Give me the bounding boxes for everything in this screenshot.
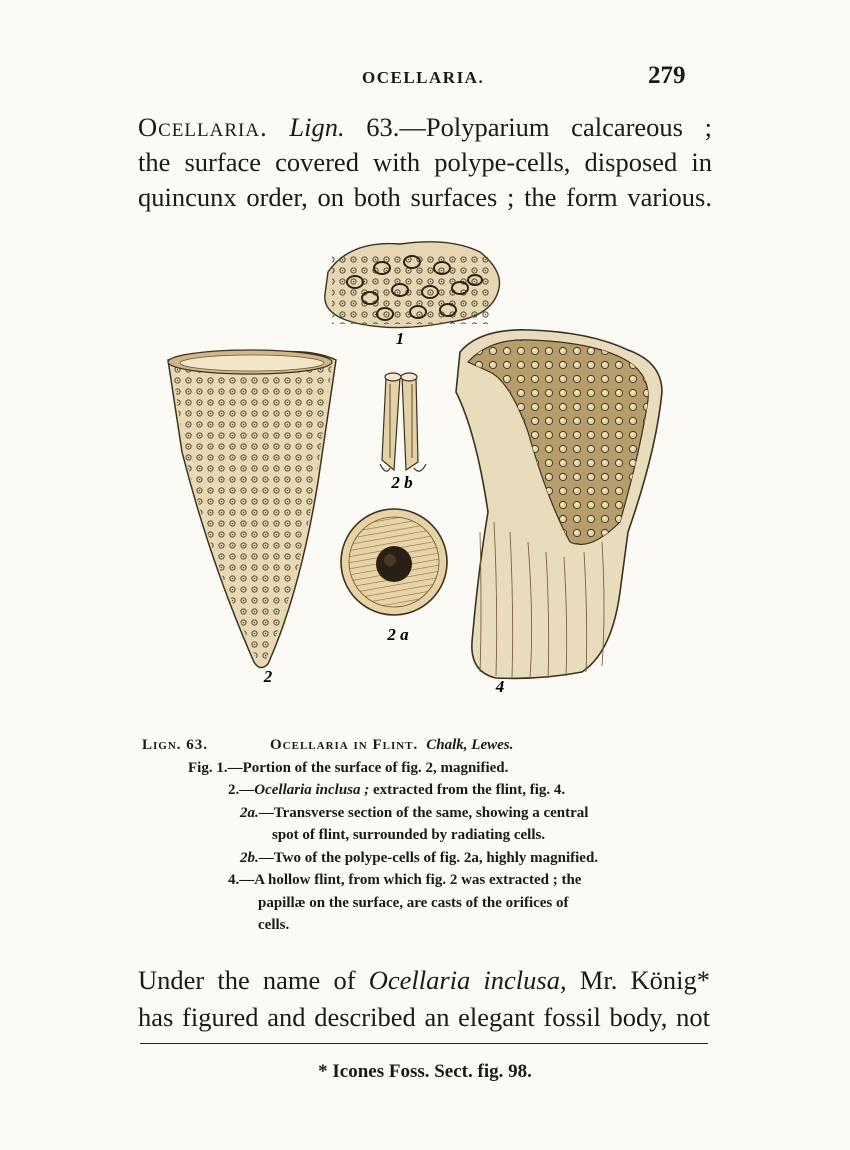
- footnote-mark: *: [696, 965, 710, 995]
- footnote: [0, 1061, 850, 1083]
- fig-label-4: 4: [495, 677, 505, 696]
- fig-2a-transverse-section: [341, 509, 447, 615]
- fig-2-inverted-cone: [168, 350, 336, 668]
- caption-item-4: [142, 869, 702, 892]
- lign-ref: Lign.: [289, 112, 345, 142]
- caption-item-num: Fig. 1.: [188, 759, 228, 776]
- caption-item-text: —Transverse section of the same, showing a central: [258, 804, 589, 821]
- caption-lign: Lign. 63.: [142, 737, 209, 753]
- running-head: [0, 62, 850, 92]
- caption-item-4-cont: papillæ on the surface, are casts of the orifices of: [258, 894, 569, 911]
- caption-item-2: [142, 779, 702, 802]
- fig-4-hollow-flint: [456, 330, 662, 679]
- intro-line-3: quincunx order, on both surfaces ; the form various.: [138, 182, 712, 212]
- figure-caption: [142, 734, 702, 937]
- fig-label-2b: 2 b: [391, 473, 413, 492]
- footnote-rule: [140, 1043, 708, 1044]
- caption-item-num: 2.: [228, 782, 240, 798]
- caption-item-num: 4.: [228, 872, 240, 888]
- fig-label-1: 1: [395, 329, 405, 348]
- caption-item-1: [142, 757, 702, 780]
- caption-item-italic: —Ocellaria inclusa ;: [239, 782, 370, 798]
- fig-label-2: 2: [263, 667, 273, 686]
- intro-line-1-rest: —Polyparium calcareous ;: [399, 112, 713, 142]
- body-paragraph: [138, 962, 710, 1036]
- caption-item-num: 2b.: [240, 849, 259, 866]
- caption-item-4-cont-2: cells.: [258, 917, 290, 933]
- caption-title: Ocellaria in Flint.: [270, 737, 419, 753]
- lign-ref-num: 63.: [366, 112, 400, 142]
- body-text-run: Under the name of: [138, 965, 369, 995]
- caption-heading: [142, 734, 702, 757]
- caption-locality: Chalk, Lewes.: [426, 737, 514, 753]
- caption-item-text: —Two of the polype-cells of fig. 2a, highly magnified.: [258, 849, 599, 866]
- engraving-svg: [150, 232, 680, 712]
- footnote-mark: *: [318, 1061, 328, 1082]
- engraving-figure: [150, 232, 680, 712]
- caption-item-text: —A hollow flint, from which fig. 2 was extracted ; the: [239, 872, 582, 888]
- body-line-2: has figured and described an elegant fossil body, not: [138, 1002, 710, 1032]
- species-name: Ocellaria inclusa,: [368, 965, 567, 995]
- caption-item-num: 2a.: [240, 804, 259, 821]
- caption-item-text: extracted from the flint, fig. 4.: [369, 782, 566, 798]
- caption-item-2b: [142, 847, 702, 870]
- running-title: OCELLARIA.: [362, 68, 485, 87]
- fig-label-2a: 2 a: [387, 625, 409, 644]
- caption-item-2a: [142, 802, 702, 825]
- fig-1-surface-fragment: [325, 242, 500, 328]
- body-text-run: Mr. König: [566, 965, 697, 995]
- genus-name: Ocellaria.: [138, 112, 268, 142]
- intro-line-1: [138, 110, 712, 145]
- caption-item-2a-cont: spot of flint, surrounded by radiating cells.: [272, 827, 546, 843]
- page-number: 279: [648, 62, 686, 89]
- genus-description: [138, 110, 712, 215]
- intro-line-2: the surface covered with polype-cells, disposed in: [138, 147, 712, 177]
- caption-item-text: —Portion of the surface of fig. 2, magnified.: [227, 759, 509, 776]
- footnote-text: Icones Foss. Sect. fig. 98.: [332, 1061, 532, 1082]
- fig-2b-polype-cells: [380, 373, 426, 471]
- body-line-1: [138, 962, 710, 999]
